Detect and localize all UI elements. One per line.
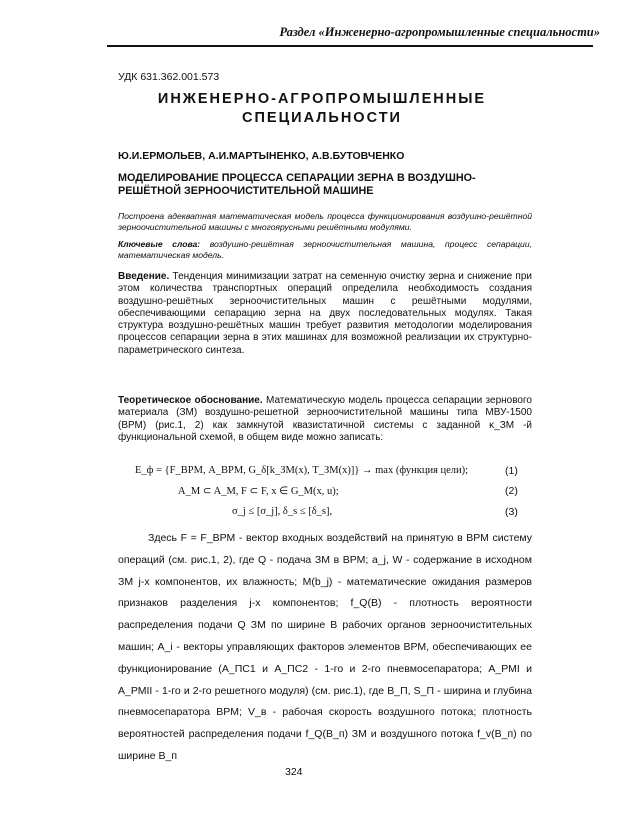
keywords-text: воздушно-решётная зерноочистительная машина, процесс сепарации, математическая модель. (118, 239, 532, 260)
abstract: Построена адекватная математическая модель процесса функционирования воздушно-решётной зерноочистительной машины с многоярусными решётными модулями. (118, 211, 532, 232)
body-paragraph: Здесь F = F_ВРМ - вектор входных воздействий на принятую в ВРМ систему операций (см. рис.1, 2), где Q - подача ЗМ в ВРМ; a_j, W - содержание в исходном ЗМ j-х компонентов, их влажность; M(b_j) - математические ожидания размеров признаков разделения j-х компонентов; f_Q(B) - плотность вероятности распределения подачи Q ЗМ по ширине В рабочих органов зерноочистительных машин; A_i - векторы управляющих факторов элементов ВРМ, обеспечивающих ее функционирование (A_ПС1 и A_ПС2 - 1-го и 2-го пневмосепаратора; A_РМI и A_РМII - 1-го и 2-го решетного модуля) (см. рис.1), где B_П, S_П - ширина и глубина пневмосепаратора ВРМ; V_в - рабочая скорость воздушного потока; плотность вероятностей распределения подачи f_Q(B_п) ЗМ и воздушного потока f_v(B_п) по ширине B_п (118, 532, 532, 762)
intro-label: Введение. (118, 271, 170, 282)
intro-text: Тенденция минимизации затрат на семенную очистку зерна и снижение при этом количества транспортных операций определила необходимость создания воздушно-решётных зерноочистительных машин с решётными модулями, обеспечивающими сепарацию зерна на двух последовательных модулях. Такая структура воздушно-решётных машин требует развития методологии моделирования процессов сепарации зерна в этих машинах для возможной реализации их структурно-параметрического синтеза. (118, 271, 532, 356)
keywords (118, 239, 532, 261)
keywords-label: Ключевые слова: (118, 239, 201, 249)
header-rule (107, 45, 593, 47)
equation-3-number: (3) (505, 506, 518, 518)
equation-2-number: (2) (505, 485, 518, 497)
udk-code: УДК 631.362.001.573 (118, 71, 220, 83)
equation-1-number: (1) (505, 465, 518, 477)
equation-3: σ_j ≤ [σ_j], δ_s ≤ [δ_s], (232, 506, 333, 517)
equation-1: E_ф = {F_ВРМ, A_ВРМ, G_δ[k_ЗМ(x), T_ЗМ(x)]} → max (функция цели); (135, 465, 469, 476)
theory-text: Математическую модель процесса сепарации зернового материала (ЗМ) воздушно-решетной зерноочистительной машины типа МВУ-1500 (ВРМ) (рис.1, 2) как замкнутой квазистатичной системы с заданной κ_ЗМ -й функциональной схемой, в общем виде можно записать: (118, 395, 532, 443)
running-header: Раздел «Инженерно-агропромышленные специальности» (279, 25, 600, 39)
authors: Ю.И.ЕРМОЛЬЕВ, А.И.МАРТЫНЕНКО, А.В.БУТОВЧЕНКО (118, 150, 405, 162)
paper-title: МОДЕЛИРОВАНИЕ ПРОЦЕССА СЕПАРАЦИИ ЗЕРНА В ВОЗДУШНО-РЕШЁТНОЙ ЗЕРНООЧИСТИТЕЛЬНОЙ МАШИНЕ (118, 172, 476, 197)
theory-label: Теоретическое обоснование. (118, 395, 263, 406)
intro-paragraph (118, 271, 532, 357)
page-number: 324 (285, 766, 303, 778)
theory-paragraph (118, 395, 532, 444)
equation-2: A_M ⊂ A_M, F ⊂ F, x ∈ G_M(x, u); (178, 486, 339, 497)
section-title: ИНЖЕНЕРНО-АГРОПРОМЫШЛЕННЫЕ СПЕЦИАЛЬНОСТИ (157, 91, 487, 126)
